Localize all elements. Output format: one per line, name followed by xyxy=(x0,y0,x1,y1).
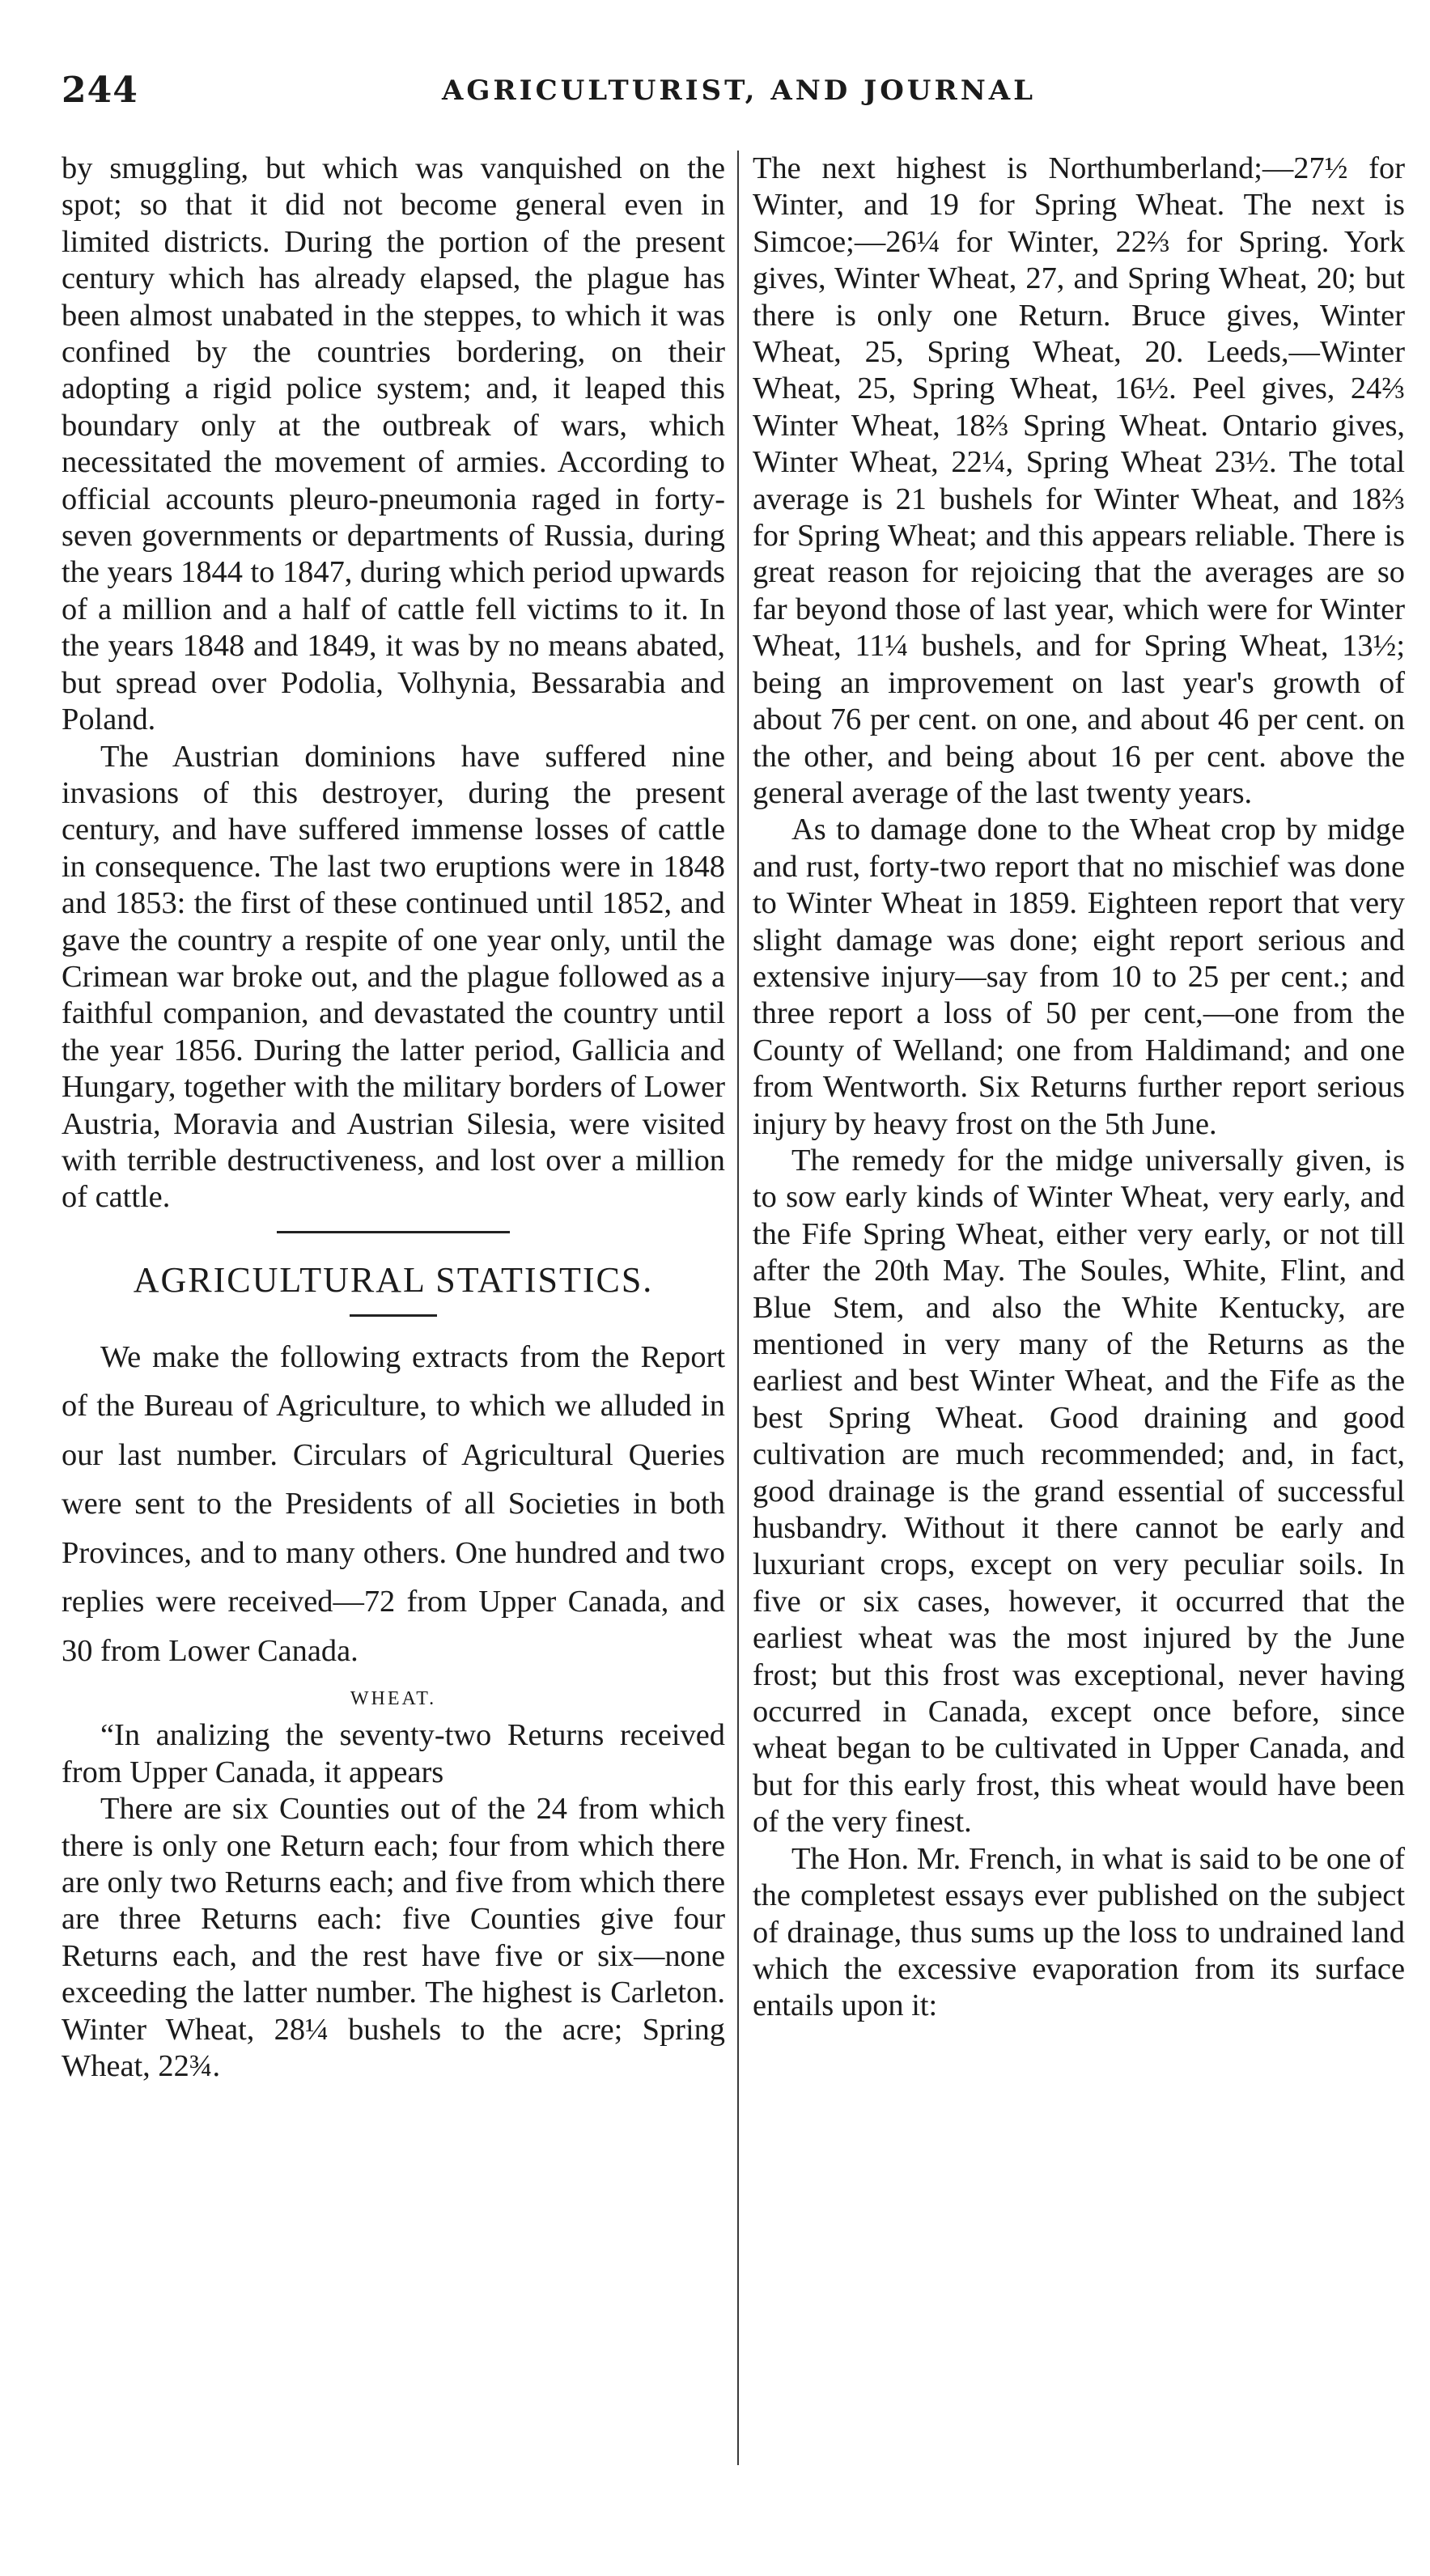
paragraph-austrian-dominions: The Austrian dominions have suffered nine invasions of this destroyer, during the present century, and have suffered immense losses of cattle in consequence. The last two eruptions were in 1848 and 1853: the first of these continued until 1852, and gave the country a respite of one year only, until the Crimean war broke out, and the plague followed as a faithful companion, and devastated the country until the year 1856. During the latter period, Gallicia and Hungary, together with the military borders of Lower Austria, Moravia and Austrian Silesia, were visited with terrible destructiveness, and lost over a million of cattle. xyxy=(62,739,725,1215)
page-number: 244 xyxy=(62,70,138,111)
paragraph-midge-remedy: The remedy for the midge universally given, is to sow early kinds of Winter Wheat, very early, and the Fife Spring Wheat, either very early, or not till after the 20th May. The Soules, White, Flint, and Blue Stem, and also the White Kentucky, are mentioned in very many of the Returns as the earliest and best Winter Wheat, and the Fife as the best Spring Wheat. Good draining and good cultivation are much recommended; and, in fact, good drainage is the grand essential of successful husbandry. Without it there cannot be early and luxuriant crops, except on very peculiar soils. In five or six cases, however, it occurred that the earliest wheat was the most injured by the June frost; but this frost was exceptional, never having occurred in Canada, except once before, since wheat began to be cultivated in Upper Canada, and but for this early frost, this wheat would have been of the very finest. xyxy=(753,1143,1405,1840)
page-header xyxy=(62,70,1405,118)
section-divider xyxy=(277,1231,510,1233)
right-column xyxy=(753,151,1405,2025)
paragraph-counties-returns: There are six Counties out of the 24 from which there is only one Return each; four from which there are only two Returns each; and five from which there are three Returns each: five Counties give four Returns each, and the rest have five or six—none exceeding the latter number. The highest is Carleton. Winter Wheat, 28¼ bushels to the acre; Spring Wheat, 22¾. xyxy=(62,1792,725,2083)
column-divider xyxy=(737,151,739,2465)
paragraph-intro-extracts: We make the following extracts from the Report of the Bureau of Agriculture, to which we alluded in our last number. Circulars of Agricultural Queries were sent to the Presidents of all Societies in both Provinces, and to many others. One hundred and two replies were received—72 from Upper Canada, and 30 from Lower Canada. xyxy=(62,1339,725,1668)
running-head: AGRICULTURIST, AND JOURNAL xyxy=(442,74,1037,107)
sub-heading-wheat: WHEAT. xyxy=(350,1688,437,1710)
left-column xyxy=(62,151,725,2085)
paragraph-drainage-essay: The Hon. Mr. French, in what is said to be one of the completest essays ever published on the subject of drainage, thus sums up the loss to undrained land which the excessive evaporation from its surface entails upon it: xyxy=(753,1841,1405,2023)
title-underline xyxy=(350,1314,437,1317)
section-title: AGRICULTURAL STATISTICS. xyxy=(133,1259,654,1300)
paragraph-analizing-returns: “In analizing the seventy-two Returns received from Upper Canada, it appears xyxy=(62,1718,725,1789)
paragraph-midge-rust-damage: As to damage done to the Wheat crop by midge and rust, forty-two report that no mischief was done to Winter Wheat in 1859. Eighteen report that very slight damage was done; eight report serious and extensive injury—say from 10 to 25 per cent.; and three report a loss of 50 per cent,—one from the County of Welland; one from Haldimand; and one from Wentworth. Six Returns further report serious injury by heavy frost on the 5th June. xyxy=(753,813,1405,1141)
paragraph-cattle-plague-russia: by smuggling, but which was vanquished on the spot; so that it did not become general even in limited districts. During the portion of the present century which has already elapsed, the plague has been almost unabated in the steppes, to which it was confined by the countries bordering, on their adopting a rigid police system; and, it leaped this boundary only at the outbreak of wars, which necessitated the movement of armies. According to official accounts pleuro-pneumonia raged in forty-seven governments or departments of Russia, during the years 1844 to 1847, during which period upwards of a million and a half of cattle fell victims to it. In the years 1848 and 1849, it was by no means abated, but spread over Podolia, Volhynia, Bessarabia and Poland. xyxy=(62,151,725,737)
paragraph-county-yields: The next highest is Northumberland;—27½ for Winter, and 19 for Spring Wheat. The next is Simcoe;—26¼ for Winter, 22⅔ for Spring. York gives, Winter Wheat, 27, and Spring Wheat, 20; but there is only one Return. Bruce gives, Winter Wheat, 25, Spring Wheat, 20. Leeds,—Winter Wheat, 25, Spring Wheat, 16½. Peel gives, 24⅔ Winter Wheat, 18⅔ Spring Wheat. Ontario gives, Winter Wheat, 22¼, Spring Wheat 23½. The total average is 21 bushels for Winter Wheat, and 18⅔ for Spring Wheat; and this appears reliable. There is great reason for rejoicing that the averages are so far beyond those of last year, which were for Winter Wheat, 11¼ bushels, and for Spring Wheat, 13½; being an improvement on last year's growth of about 76 per cent. on one, and about 46 per cent. on the other, and being about 16 per cent. above the general average of the last twenty years. xyxy=(753,151,1405,810)
